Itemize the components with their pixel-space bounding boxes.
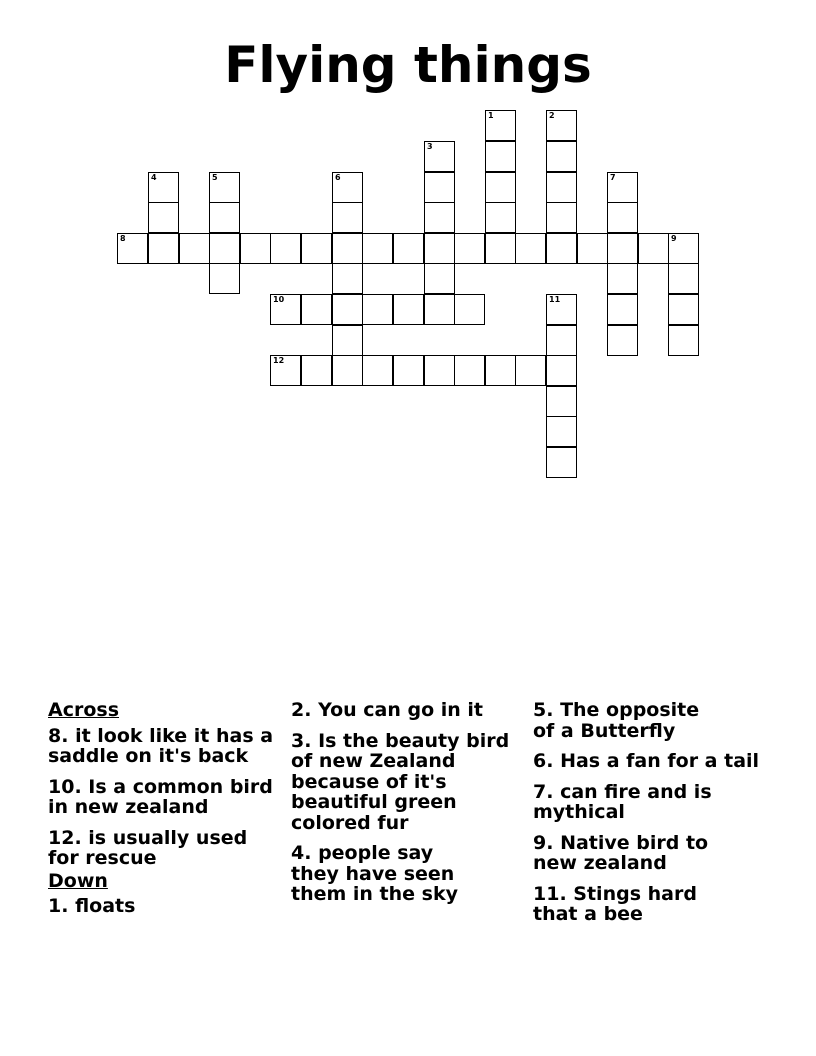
across-heading: Across (48, 699, 120, 721)
grid-cell (424, 202, 455, 233)
grid-cell (607, 325, 638, 356)
grid-cell (148, 233, 179, 264)
grid-cell (332, 233, 363, 264)
grid-cell (117, 233, 148, 264)
grid-cell (546, 294, 577, 325)
clue-column-2 (291, 700, 529, 915)
clue-down-11: 11. Stings hard that a bee (533, 882, 697, 925)
grid-cell (546, 416, 577, 447)
clue-down-1: 1. floats (48, 895, 136, 917)
grid-cell (668, 233, 699, 264)
grid-cell (485, 355, 516, 386)
clue-column-1 (48, 700, 280, 927)
clue-number: 5 (212, 173, 218, 182)
grid-cell (668, 263, 699, 294)
grid-cell (424, 294, 455, 325)
clue-number: 1 (488, 111, 494, 120)
grid-cell (301, 233, 332, 264)
clue-number: 12 (273, 356, 285, 365)
grid-cell (515, 355, 546, 386)
grid-cell (607, 233, 638, 264)
grid-cell (546, 141, 577, 172)
grid-cell (332, 202, 363, 233)
grid-cell (179, 233, 210, 264)
grid-cell (332, 263, 363, 294)
clue-down-9: 9. Native bird to new zealand (533, 831, 709, 874)
grid-cell (546, 233, 577, 264)
clue-number: 8 (120, 234, 126, 243)
grid-cell (577, 233, 608, 264)
down-heading: Down (48, 869, 108, 892)
grid-cell (454, 355, 485, 386)
grid-cell (424, 141, 455, 172)
grid-cell (546, 386, 577, 417)
clue-number: 3 (427, 142, 433, 151)
grid-cell (485, 110, 516, 141)
grid-cell (485, 141, 516, 172)
grid-cell (332, 294, 363, 325)
grid-cell (454, 294, 485, 325)
grid-cell (362, 294, 393, 325)
grid-cell (209, 172, 240, 203)
grid-cell (515, 233, 546, 264)
clue-number: 9 (671, 234, 677, 243)
grid-cell (546, 110, 577, 141)
grid-cell (546, 202, 577, 233)
grid-cell (424, 233, 455, 264)
clue-column-3 (533, 700, 773, 935)
clue-down-3: 3. Is the beauty bird of new Zealand because of it's beautiful green colored fur (291, 729, 510, 834)
clue-down-2: 2. You can go in it (291, 699, 484, 721)
grid-cell (424, 172, 455, 203)
grid-cell (209, 233, 240, 264)
grid-cell (393, 355, 424, 386)
clue-number: 2 (549, 111, 555, 120)
grid-cell (332, 325, 363, 356)
clue-number: 11 (549, 295, 561, 304)
grid-cell (301, 294, 332, 325)
clue-down-4: 4. people say they have seen them in the sky (291, 842, 459, 905)
grid-cell (638, 233, 669, 264)
grid-cell (607, 294, 638, 325)
clue-number: 6 (335, 173, 341, 182)
grid-cell (485, 172, 516, 203)
grid-cell (424, 263, 455, 294)
grid-cell (668, 294, 699, 325)
grid-cell (424, 355, 455, 386)
clue-across-8: 8. it look like it has a saddle on it's back (48, 724, 274, 767)
clue-across-10: 10. Is a common bird in new zealand (48, 775, 273, 818)
grid-cell (546, 447, 577, 478)
grid-cell (362, 233, 393, 264)
clue-number: 4 (151, 173, 157, 182)
grid-cell (240, 233, 271, 264)
grid-cell (270, 355, 301, 386)
clue-down-5: 5. The opposite of a Butterfly (533, 699, 700, 742)
page-title: Flying things (224, 36, 592, 94)
grid-cell (454, 233, 485, 264)
grid-cell (668, 325, 699, 356)
grid-cell (607, 172, 638, 203)
grid-cell (270, 294, 301, 325)
clue-down-7: 7. can fire and is mythical (533, 780, 712, 823)
clue-number: 10 (273, 295, 285, 304)
grid-cell (209, 263, 240, 294)
grid-cell (607, 263, 638, 294)
grid-cell (362, 355, 393, 386)
clue-across-12: 12. is usually used for rescue (48, 826, 248, 869)
clue-number: 7 (610, 173, 616, 182)
crossword-grid (0, 0, 816, 500)
grid-cell (332, 172, 363, 203)
grid-cell (301, 355, 332, 386)
grid-cell (393, 294, 424, 325)
grid-cell (393, 233, 424, 264)
grid-cell (546, 325, 577, 356)
grid-cell (485, 202, 516, 233)
grid-cell (209, 202, 240, 233)
grid-cell (485, 233, 516, 264)
grid-cell (332, 355, 363, 386)
grid-cell (270, 233, 301, 264)
grid-cell (607, 202, 638, 233)
grid-cell (148, 202, 179, 233)
grid-cell (546, 355, 577, 386)
grid-cell (546, 172, 577, 203)
grid-cell (148, 172, 179, 203)
clue-down-6: 6. Has a fan for a tail (533, 750, 760, 772)
